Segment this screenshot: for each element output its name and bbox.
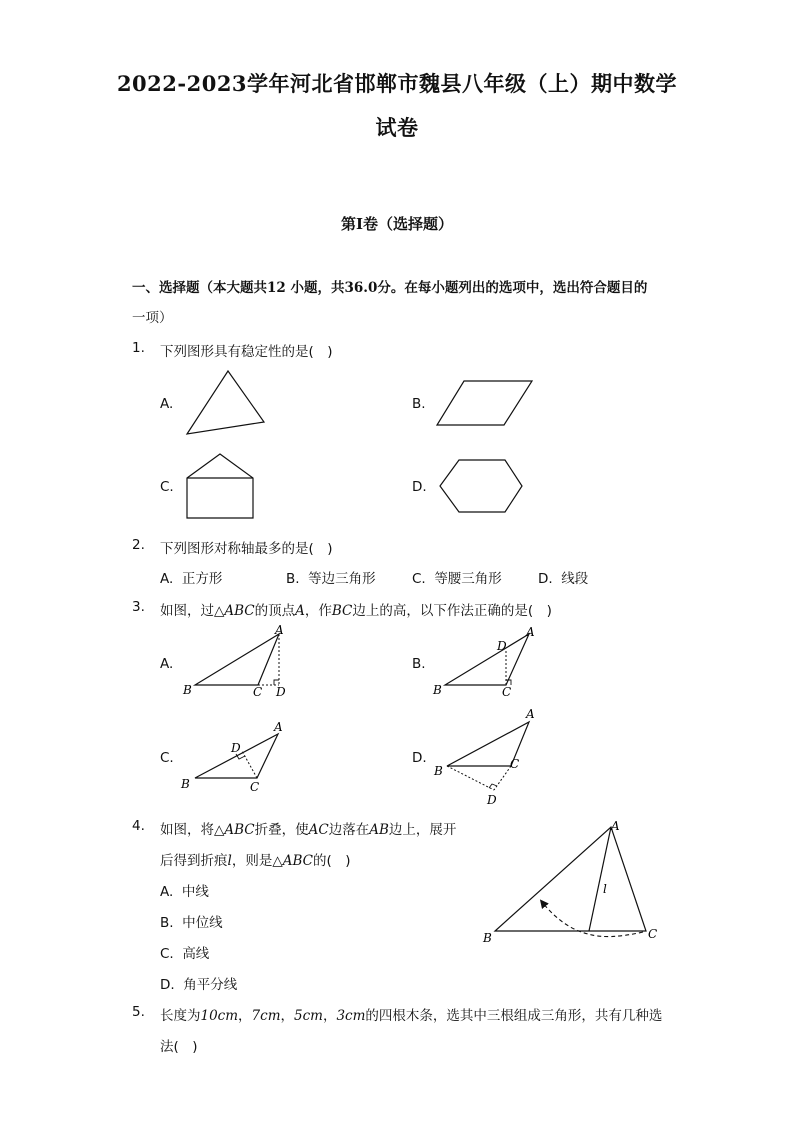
point-label-a: A — [526, 707, 535, 721]
point-label-b: B — [433, 683, 442, 697]
question-text-line2: 后得到折痕l，则是△ABC的( ) — [160, 853, 351, 869]
point-label-c: C — [502, 685, 512, 699]
option-label-b: B. — [412, 656, 426, 672]
point-label-b: B — [483, 931, 492, 945]
question-text-line1: 长度为10cm，7cm，5cm，3cm的四根木条，选其中三根组成三角形，共有几种选 — [160, 1008, 663, 1024]
option-b: B. 中位线 — [160, 915, 223, 931]
option-label-d: D. — [412, 479, 427, 495]
question-number: 3. — [132, 599, 145, 615]
option-c: C. 等腰三角形 — [412, 571, 502, 587]
question-text-line1: 如图，将△ABC折叠，使AC边落在AB边上，展开 — [160, 822, 457, 838]
option-label-c: C. — [160, 750, 174, 766]
house-figure — [182, 450, 260, 522]
point-label-a: A — [274, 720, 283, 734]
option-d: D. 角平分线 — [160, 977, 238, 993]
point-label-a: A — [275, 624, 284, 637]
point-label-a: A — [526, 625, 535, 639]
point-label-b: B — [434, 764, 443, 778]
question-number: 4. — [132, 818, 145, 834]
option-b: B. 等边三角形 — [286, 571, 376, 587]
doc-title-line1: 2022-2023学年河北省邯郸市魏县八年级（上）期中数学 — [116, 71, 678, 96]
question-text-line2: 法( ) — [160, 1039, 198, 1055]
question-number: 5. — [132, 1004, 145, 1020]
option-a: A. 正方形 — [160, 571, 223, 587]
fold-triangle-figure — [478, 814, 668, 948]
point-label-a: A — [611, 819, 620, 833]
question-text: 如图，过△ABC的顶点A，作BC边上的高，以下作法正确的是( ) — [160, 603, 552, 619]
height-figure-b — [430, 624, 545, 702]
point-label-b: B — [183, 683, 192, 697]
option-label-c: C. — [160, 479, 174, 495]
point-label-c: C — [250, 780, 260, 794]
section-title: 第Ⅰ卷（选择题） — [340, 215, 454, 233]
option-d: D. 线段 — [538, 571, 589, 587]
hexagon-figure — [435, 455, 527, 517]
option-label-b: B. — [412, 396, 426, 412]
point-label-d: D — [276, 685, 286, 699]
option-label-a: A. — [160, 396, 174, 412]
point-label-b: B — [181, 777, 190, 791]
question-text: 下列图形对称轴最多的是( ) — [160, 541, 333, 557]
point-label-c: C — [510, 757, 520, 771]
height-figure-d — [430, 705, 545, 807]
option-c: C. 高线 — [160, 946, 210, 962]
point-label-d: D — [497, 639, 507, 653]
part-instructions-line1: 一、选择题（本大题共12 小题，共36.0分。在每小题列出的选项中，选出符合题目的 — [132, 280, 648, 296]
triangle-figure — [180, 366, 270, 440]
option-a: A. 中线 — [160, 884, 209, 900]
option-label-a: A. — [160, 656, 174, 672]
question-number: 2. — [132, 537, 145, 553]
parallelogram-figure — [432, 376, 537, 430]
question-text: 下列图形具有稳定性的是( ) — [160, 344, 333, 360]
option-label-d: D. — [412, 750, 427, 766]
point-label-c: C — [648, 927, 658, 941]
part-instructions-line2: 一项） — [132, 310, 173, 326]
point-label-d: D — [231, 741, 241, 755]
doc-title-line2: 试卷 — [375, 115, 419, 140]
fold-line-label: l — [603, 882, 607, 896]
point-label-d: D — [487, 793, 497, 807]
point-label-c: C — [253, 685, 263, 699]
height-figure-c — [178, 717, 298, 795]
height-figure-a — [178, 624, 298, 702]
question-number: 1. — [132, 340, 145, 356]
